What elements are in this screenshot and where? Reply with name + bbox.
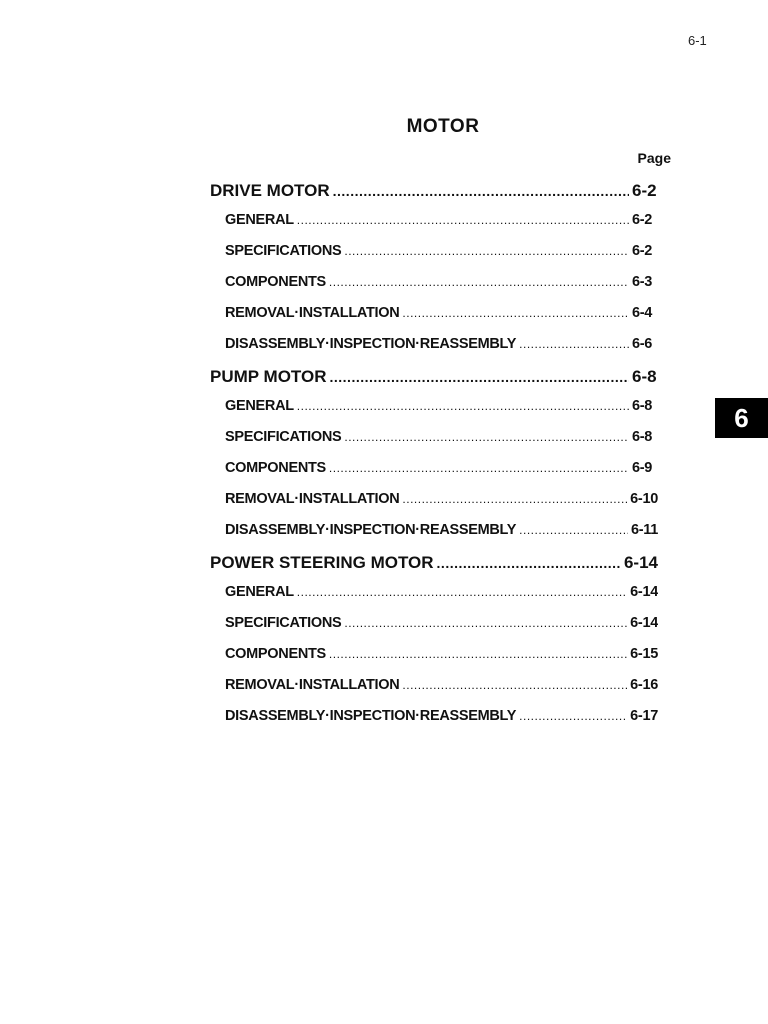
toc-entry[interactable] (225, 243, 658, 259)
toc-entry-label: COMPONENTS (225, 646, 326, 662)
toc-page-ref: 6-14 (623, 553, 658, 572)
toc-entry[interactable] (225, 305, 658, 321)
toc-page-ref: 6-2 (632, 212, 653, 228)
toc-leader-dots (402, 678, 627, 692)
toc-page-ref: 6-4 (632, 305, 653, 321)
toc-leader-dots (402, 306, 629, 320)
toc-entry[interactable] (225, 460, 658, 476)
toc-page-ref: 6-14 (630, 584, 658, 600)
toc-section-power-steering-motor[interactable] (210, 553, 658, 573)
toc-page-ref: 6-2 (632, 243, 653, 259)
toc-page-ref: 6-8 (632, 398, 653, 414)
toc-leader-dots (344, 244, 629, 258)
toc-entry[interactable] (225, 584, 658, 600)
toc-page-ref: 6-10 (630, 491, 658, 507)
toc-leader-dots (329, 461, 629, 475)
page-column-label: Page (637, 150, 671, 166)
toc-leader-dots (329, 647, 627, 661)
toc-leader-dots (437, 555, 621, 571)
toc-section-drive-motor[interactable] (210, 181, 658, 201)
toc-entry[interactable] (225, 522, 658, 538)
toc-entry-label: REMOVAL·INSTALLATION (225, 491, 400, 507)
toc-entry[interactable] (225, 646, 658, 662)
toc-entry-label: DISASSEMBLY·INSPECTION·REASSEMBLY (225, 336, 517, 352)
toc-leader-dots (333, 183, 629, 199)
toc-leader-dots (519, 523, 628, 537)
toc-leader-dots (297, 213, 629, 227)
toc-leader-dots (344, 616, 627, 630)
toc-page-ref: 6-9 (632, 460, 653, 476)
toc-page-ref: 6-6 (632, 336, 653, 352)
toc-page-ref: 6-14 (630, 615, 658, 631)
toc-entry-label: REMOVAL·INSTALLATION (225, 305, 400, 321)
toc-entry[interactable] (225, 615, 658, 631)
toc-entry-label: SPECIFICATIONS (225, 429, 342, 445)
toc-entry-label: COMPONENTS (225, 460, 326, 476)
toc-leader-dots (519, 709, 627, 723)
toc-leader-dots (330, 369, 630, 385)
toc-leader-dots (402, 492, 627, 506)
toc-entry-label: DISASSEMBLY·INSPECTION·REASSEMBLY (225, 522, 517, 538)
chapter-tab-marker: 6 (715, 398, 768, 438)
toc-page-ref: 6-8 (632, 429, 653, 445)
toc-section-title: PUMP MOTOR (210, 367, 327, 386)
toc-entry-label: SPECIFICATIONS (225, 243, 342, 259)
toc-entry[interactable] (225, 491, 658, 507)
toc-entry-label: GENERAL (225, 584, 294, 600)
toc-entry[interactable] (225, 212, 658, 228)
toc-entry-label: REMOVAL·INSTALLATION (225, 677, 400, 693)
toc-entry-label: GENERAL (225, 398, 294, 414)
toc-entry-label: DISASSEMBLY·INSPECTION·REASSEMBLY (225, 708, 517, 724)
toc-entry-label: SPECIFICATIONS (225, 615, 342, 631)
toc-entry[interactable] (225, 398, 658, 414)
toc-entry-label: GENERAL (225, 212, 294, 228)
toc-entry[interactable] (225, 677, 658, 693)
toc-entry-label: COMPONENTS (225, 274, 326, 290)
toc-section-title: POWER STEERING MOTOR (210, 553, 434, 572)
toc-entry[interactable] (225, 336, 658, 352)
toc-entry[interactable] (225, 274, 658, 290)
chapter-title: MOTOR (406, 116, 480, 137)
toc-page-ref: 6-2 (632, 181, 657, 200)
toc-leader-dots (297, 585, 627, 599)
toc-leader-dots (519, 337, 629, 351)
toc-entry[interactable] (225, 708, 658, 724)
toc-leader-dots (329, 275, 629, 289)
toc-page-ref: 6-8 (632, 367, 657, 386)
toc-leader-dots (297, 399, 629, 413)
toc-page-ref: 6-16 (630, 677, 658, 693)
toc-page-ref: 6-3 (632, 274, 653, 290)
toc-section-pump-motor[interactable] (210, 367, 658, 387)
toc-page-ref: 6-11 (630, 522, 658, 538)
toc-leader-dots (344, 430, 629, 444)
toc-entry[interactable] (225, 429, 658, 445)
toc-page-ref: 6-17 (630, 708, 658, 724)
toc-section-title: DRIVE MOTOR (210, 181, 330, 200)
page-number: 6-1 (688, 33, 707, 48)
toc-page-ref: 6-15 (630, 646, 658, 662)
